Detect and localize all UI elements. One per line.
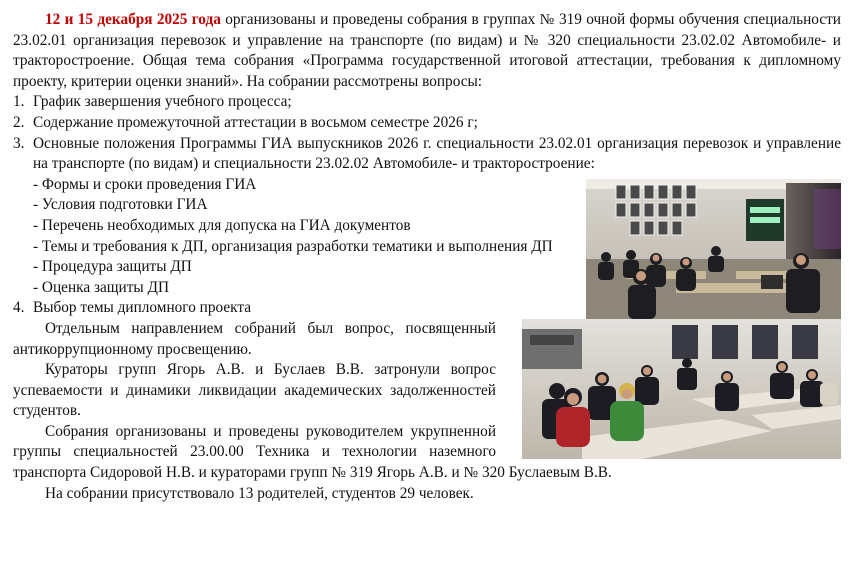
attendance-paragraph: На собрании присутствовало 13 родителей, студентов 29 человек. xyxy=(45,484,474,502)
intro-paragraph xyxy=(13,10,841,92)
question-text: График завершения учебного процесса; xyxy=(33,93,292,111)
gia-subitem: - Формы и сроки проведения ГИА xyxy=(33,175,257,193)
anticorruption-paragraph: Отдельным направлением собраний был вопрос, посвященный антикоррупционному просвещению. xyxy=(13,319,496,358)
meeting-photo-2 xyxy=(522,319,841,459)
question-number: 4. xyxy=(13,299,25,317)
gia-subitem: - Оценка защиты ДП xyxy=(33,278,170,296)
question-text: Выбор темы дипломного проекта xyxy=(33,299,252,317)
intro-text: организованы и проведены собрания в группах № 319 очной формы обучения специальности 23.02.01 организация перевозок и управление на транспорте (по видам) и № 320 специальности 23.02.02 Автомобиле- и тракторостроение. Общая тема собрания «Программа государственной итоговой аттестации, требования к дипломному проекту, критерии оценки знаний». На собрании рассмотрены вопросы: xyxy=(13,11,841,90)
gia-subitem: - Процедура защиты ДП xyxy=(33,258,192,276)
gia-subitem: - Перечень необходимых для допуска на ГИА документов xyxy=(33,216,411,234)
question-number: 2. xyxy=(13,113,25,131)
meeting-photo-2-image xyxy=(522,319,841,459)
question-item xyxy=(13,92,841,113)
organized-paragraph: Собрания организованы и проведены руководителем укрупненной группы специальностей 23.00.00 Техника и технологии наземного транспорта Сидоровой Н.В. и кураторами групп № 319 Ягорь А.В. и № 320 Буслаевым В.В. xyxy=(13,422,612,482)
question-text: Содержание промежуточной аттестации в восьмом семестре 2026 г; xyxy=(33,113,478,131)
document-body xyxy=(13,10,841,504)
question-item xyxy=(13,134,841,299)
curators-paragraph: Кураторы групп Ягорь А.В. и Буслаев В.В. затронули вопрос успеваемости и динамики ликвидации академических задолженностей студентов. xyxy=(13,361,496,420)
questions-list xyxy=(13,92,841,298)
questions-list-continued xyxy=(13,298,841,319)
question-number: 1. xyxy=(13,93,25,111)
gia-subitem: - Условия подготовки ГИА xyxy=(33,196,208,214)
question-text: Основные положения Программы ГИА выпускников 2026 г. специальности 23.02.01 организация перевозок и управление на транспорте (по видам) и специальности 23.02.02 Автомобиле- и тракторостроение: xyxy=(33,134,841,173)
meeting-date: 12 и 15 декабря 2025 года xyxy=(45,11,221,28)
question-number: 3. xyxy=(13,134,25,152)
question-item xyxy=(13,298,841,319)
gia-subitem: - Темы и требования к ДП, организация разработки тематики и выполнения ДП xyxy=(33,237,553,255)
question-item xyxy=(13,113,841,134)
